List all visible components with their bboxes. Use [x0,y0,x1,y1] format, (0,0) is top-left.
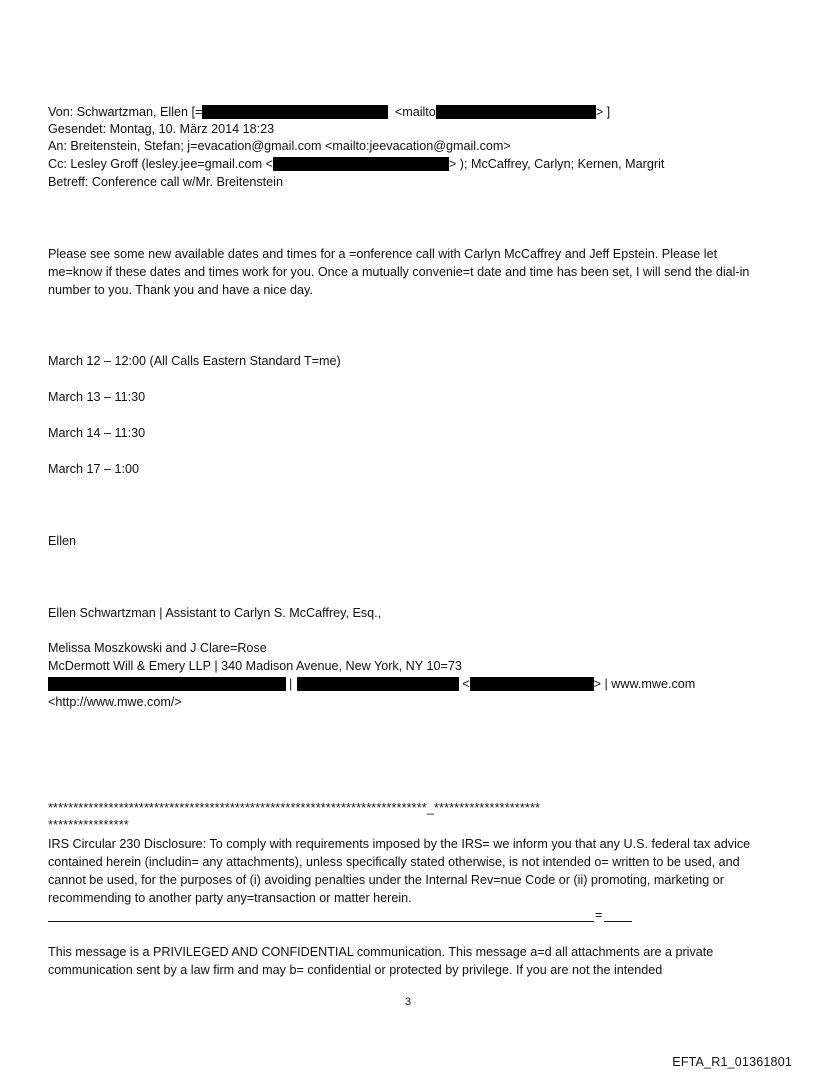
header-from [48,105,610,120]
from-text: Von: Schwartzman, Ellen [= [48,105,203,119]
from-end: > ] [595,105,611,119]
divider-rule [604,921,632,922]
redaction-box [48,677,286,691]
time-slot: March 14 – 11:30 [48,426,146,440]
header-cc [48,157,664,172]
asterisk-separator: ***************************************************************************_********************* [48,801,541,815]
header-sent: Gesendet: Montag, 10. März 2014 18:23 [48,122,275,136]
signoff: Ellen [48,534,77,548]
page-number: 3 [404,996,412,1008]
signature-line: Ellen Schwartzman | Assistant to Carlyn S. McCaffrey, Esq., [48,606,382,620]
irs-disclosure: IRS Circular 230 Disclosure: To comply with requirements imposed by the IRS= we inform you that any U.S. federal tax advice contained herein (includin= any attachments), unless specifically stated otherwise, is not intended o= written to be used, and cannot be used, for the purposes of (i) avoiding penalties under the Internal Rev=nue Code or (ii) promoting, marketing or recommending to another party any=transaction or matter herein. [48,837,751,905]
separator: | [289,677,293,691]
time-slot: March 12 – 12:00 (All Calls Eastern Standard T=me) [48,354,341,368]
rule-mark: = [595,908,603,922]
header-subject: Betreff: Conference call w/Mr. Breitenstein [48,175,283,189]
website-text: > | www.mwe.com [593,677,696,691]
cc-text: Cc: Lesley Groff (lesley.jee=gmail.com < [48,157,273,171]
bates-number: EFTA_R1_01361801 [672,1055,792,1069]
signature-contact [48,677,695,692]
redaction-box [436,105,596,119]
signature-line: Melissa Moszkowski and J Clare=Rose [48,641,267,655]
signature-address: McDermott Will & Emery LLP | 340 Madison Avenue, New York, NY 10=73 [48,659,462,673]
cc-end: > ); McCaffrey, Carlyn; Kernen, Margrit [448,157,665,171]
redaction-box [470,677,594,691]
divider-rule [48,921,594,922]
website-link[interactable]: <http://www.mwe.com/> [48,695,182,709]
time-slot: March 17 – 1:00 [48,462,140,476]
redaction-box [273,157,449,171]
body-intro: Please see some new available dates and times for a =onference call with Carlyn McCaffrey and Jeff Epstein. Please let me=know if these dates and times work for you. Once a mutually convenie=t date and time has been set, I will send the dial-in number to you. Thank you and have a nice day. [48,247,750,297]
redaction-box [297,677,459,691]
from-mailto: <mailto [394,105,436,119]
redaction-box [202,105,388,119]
privileged-notice: This message is a PRIVILEGED AND CONFIDENTIAL communication. This message a=d all attachments are a private communication sent by a law firm and may b= confidential or protected by privilege. If you are not the intended [48,945,714,977]
header-to: An: Breitenstein, Stefan; j=evacation@gmail.com <mailto:jeevacation@gmail.com> [48,139,511,153]
time-slot: March 13 – 11:30 [48,390,146,404]
lt-bracket: < [462,677,470,691]
asterisk-separator: **************** [48,818,129,832]
